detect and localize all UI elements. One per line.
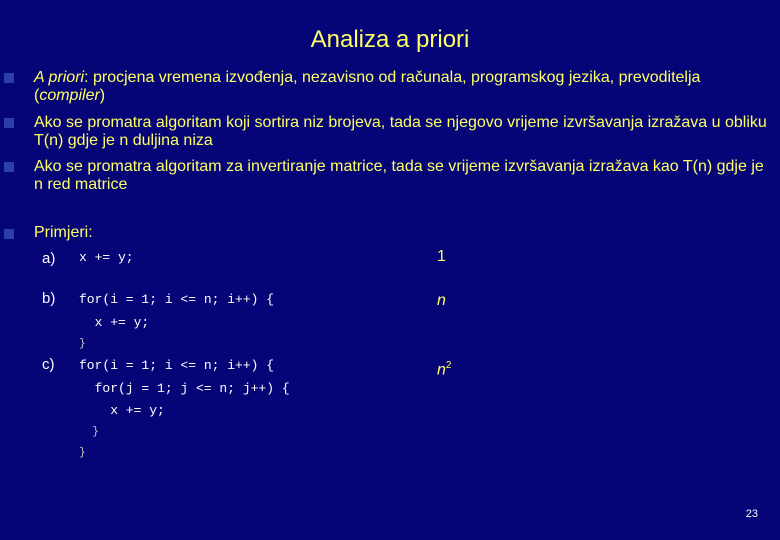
code-line: }	[79, 447, 86, 459]
bullet-text-sorting: Ako se promatra algoritam koji sortira niz brojeva, tada se njegovo vrijeme izvršavanja izražava u obliku T(n) gdje je n duljina niza	[34, 114, 767, 149]
bullet-text-examples: Primjeri:	[34, 224, 93, 241]
complexity-a: 1	[437, 248, 446, 265]
code-example-a: x += y;	[79, 250, 134, 265]
bullet-text-matrix: Ako se promatra algoritam za invertiranje matrice, tada se vrijeme izvršavanja izražava kao T(n) gdje je n red matrice	[34, 158, 764, 193]
code-line: for(i = 1; i <= n; i++) {	[79, 358, 275, 373]
page-number: 23	[745, 508, 758, 520]
example-label-a: a)	[42, 250, 56, 267]
code-line: }	[79, 338, 86, 350]
example-label-c: c)	[42, 356, 55, 373]
code-line: for(i = 1; i <= n; i++) {	[79, 292, 275, 307]
code-line: }	[79, 426, 99, 438]
bullet-marker	[4, 162, 14, 172]
term-compiler: compiler	[39, 87, 100, 104]
bullet-marker	[4, 118, 14, 128]
complexity-c: $n^2$	[437, 360, 452, 379]
bullet-marker	[4, 73, 14, 83]
code-line: x += y;	[79, 403, 165, 418]
slide-title: Analiza a priori	[310, 26, 470, 53]
code-line: x += y;	[79, 315, 150, 330]
example-label-b: b)	[42, 290, 56, 307]
complexity-b: n	[437, 292, 446, 309]
term-a-priori: A priori	[34, 69, 85, 86]
code-line: for(j = 1; j <= n; j++) {	[79, 381, 290, 396]
bullet-text-a-priori: A priori: procjena vremena izvođenja, nezavisno od računala, programskog jezika, prevoditelja (compiler)	[34, 69, 701, 104]
bullet-marker	[4, 229, 14, 239]
